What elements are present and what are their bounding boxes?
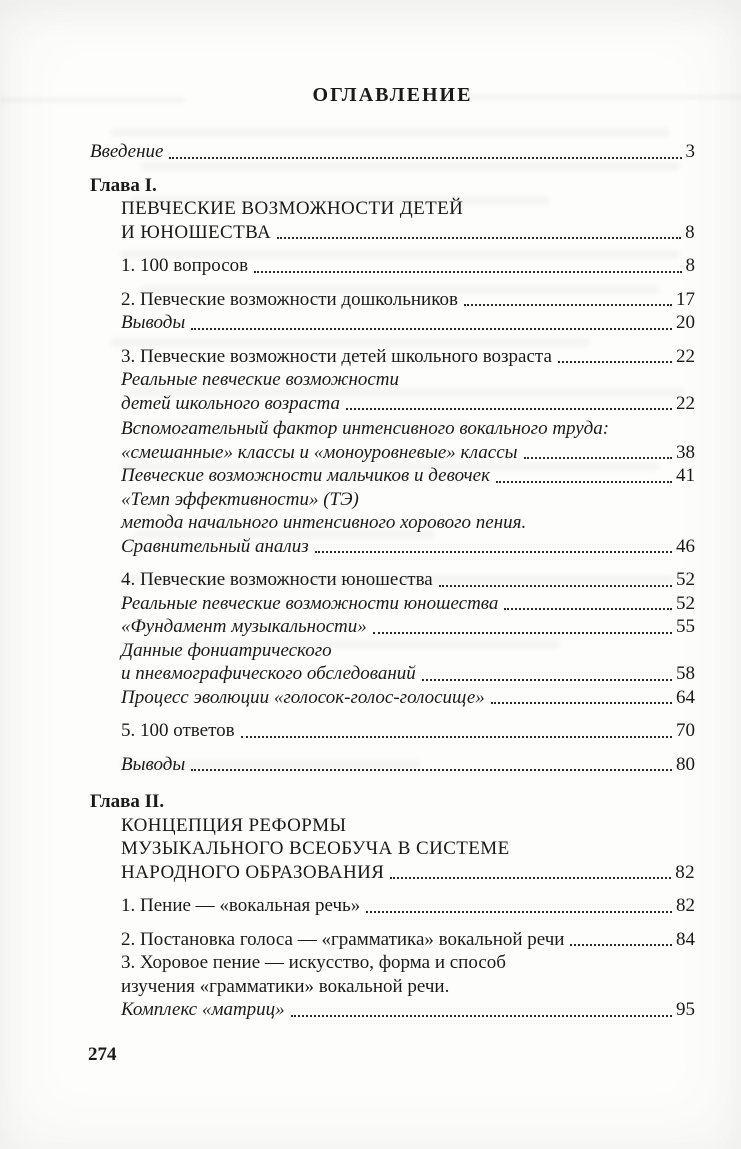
toc-entry-label: НАРОДНОГО ОБРАЗОВАНИЯ	[121, 861, 385, 883]
toc-title: ОГЛАВЛЕНИЕ	[312, 84, 473, 106]
toc-page-number: 22	[676, 345, 695, 367]
toc-page-number: 82	[675, 861, 695, 883]
toc-dot-leader	[315, 551, 672, 553]
toc-entry-label: 1. Пение — «вокальная речь»	[121, 895, 361, 916]
toc-dot-leader	[439, 585, 672, 587]
toc-entry-label: Введение	[90, 141, 164, 162]
toc-entry-label: изучения «грамматики» вокальной речи.	[121, 975, 450, 997]
toc-dot-leader	[373, 632, 672, 634]
toc-page-number: 17	[676, 288, 695, 310]
toc-dot-leader	[191, 769, 672, 771]
toc-entry-label: 5. 100 ответов	[121, 720, 235, 741]
toc-entry-label: КОНЦЕПЦИЯ РЕФОРМЫ	[121, 814, 347, 836]
toc-entry-label: Выводы	[121, 312, 186, 333]
toc-page-number: 8	[685, 255, 695, 276]
toc-dot-leader	[277, 237, 681, 239]
toc-row	[90, 639, 695, 663]
toc-dot-leader	[346, 408, 672, 410]
toc-entry-label: 4. Певческие возможности юношества	[121, 569, 433, 590]
toc-dot-leader	[390, 877, 671, 879]
toc-row	[90, 615, 695, 639]
toc-row	[90, 392, 695, 416]
toc-row	[90, 861, 695, 885]
toc-entry-label: Процесс эволюции «голосок-голос-голосище»	[121, 686, 485, 708]
toc-entry-label: «смешанные» классы и «моноуровневые» классы	[121, 441, 518, 463]
toc-page-number: 8	[685, 221, 695, 243]
toc-page-number: 70	[676, 720, 695, 741]
toc-page-number: 20	[676, 312, 695, 333]
toc-entry-label: Вспомогательный фактор интенсивного вокального труда:	[121, 418, 610, 439]
toc-row	[90, 790, 695, 814]
toc-page-number: 55	[676, 616, 695, 637]
toc-entry-label: 2. Певческие возможности дошкольников	[121, 288, 458, 310]
toc-dot-leader	[464, 304, 672, 306]
toc-entry-label: 3. Хоровое пение — искусство, форма и способ	[121, 952, 506, 973]
toc-row	[90, 592, 695, 616]
toc-entry-label: МУЗЫКАЛЬНОГО ВСЕОБУЧА В СИСТЕМЕ	[121, 838, 510, 859]
toc-row	[90, 951, 695, 975]
toc-row	[90, 568, 695, 592]
toc-row	[90, 464, 695, 488]
toc-dot-leader	[191, 328, 672, 330]
toc-dot-leader	[422, 679, 672, 681]
toc-row	[90, 894, 695, 918]
toc-row	[90, 719, 695, 743]
toc-page-number: 82	[676, 895, 695, 916]
toc-dot-leader	[504, 608, 672, 610]
toc-entry-label: Сравнительный анализ	[121, 535, 309, 557]
toc-entry-label: «Фундамент музыкальности»	[121, 616, 367, 637]
toc-dot-leader	[496, 481, 672, 483]
toc-entry-label: Глава I.	[90, 174, 157, 196]
toc-row	[90, 254, 695, 278]
toc-row	[90, 814, 695, 838]
toc-dot-leader	[524, 457, 672, 459]
toc-page-number: 52	[676, 592, 695, 614]
toc-page-number: 3	[685, 141, 695, 162]
toc-row	[90, 174, 695, 198]
toc-dot-leader	[570, 944, 672, 946]
toc-row	[90, 221, 695, 245]
toc-row	[90, 368, 695, 392]
toc-entry-label: Певческие возможности мальчиков и девочек	[121, 465, 490, 486]
toc-entry-label: Глава II.	[90, 791, 165, 812]
toc-entry-label: и пневмографического обследований	[121, 663, 416, 684]
toc-row	[90, 140, 695, 164]
toc-entry-label: метода начального интенсивного хорового пения.	[121, 512, 527, 533]
toc-entry-label: 1. 100 вопросов	[121, 255, 249, 276]
toc-entry-label: Реальные певческие возможности	[121, 369, 400, 390]
toc-entry-label: 3. Певческие возможности детей школьного возраста	[121, 345, 552, 367]
toc-dot-leader	[291, 1015, 672, 1017]
toc-row	[90, 311, 695, 335]
toc-page-number: 46	[676, 535, 695, 557]
toc-entry-label: Выводы	[121, 753, 186, 775]
toc-entry-label: Данные фониатрического	[121, 639, 332, 661]
toc-row	[90, 535, 695, 559]
toc-entry-label: Комплекс «матриц»	[121, 999, 285, 1020]
toc-entry-label: И ЮНОШЕСТВА	[121, 221, 272, 243]
toc-dot-leader	[241, 736, 672, 738]
toc-entry-label: детей школьного возраста	[121, 392, 341, 414]
toc-row	[90, 345, 695, 369]
toc-page-number: 38	[676, 441, 695, 463]
toc-row	[90, 417, 695, 441]
toc-page-number: 84	[676, 928, 695, 950]
toc-page-number: 64	[676, 686, 695, 708]
toc-dot-leader	[558, 361, 672, 363]
toc-page-number: 22	[676, 392, 695, 414]
toc-row	[90, 928, 695, 952]
toc-row	[90, 975, 695, 999]
toc-row	[90, 441, 695, 465]
toc-row	[90, 662, 695, 686]
toc-row	[90, 837, 695, 861]
toc-page-number: 41	[676, 465, 695, 486]
toc-row	[90, 998, 695, 1022]
toc-row	[90, 288, 695, 312]
toc-list	[90, 140, 695, 1022]
toc-dot-leader	[366, 911, 672, 913]
folio-page-number: 274	[88, 1044, 117, 1065]
toc-page-number: 52	[676, 569, 695, 590]
toc-entry-label: ПЕВЧЕСКИЕ ВОЗМОЖНОСТИ ДЕТЕЙ	[121, 198, 464, 219]
toc-dot-leader	[169, 157, 681, 159]
toc-page-number: 58	[676, 663, 695, 684]
toc-row	[90, 511, 695, 535]
toc-row	[90, 197, 695, 221]
toc-row	[90, 686, 695, 710]
toc-row	[90, 753, 695, 777]
toc-dot-leader	[491, 702, 672, 704]
toc-page-number: 80	[676, 753, 695, 775]
toc-entry-label: Реальные певческие возможности юношества	[121, 592, 499, 614]
toc-entry-label: «Темп эффективности» (ТЭ)	[121, 488, 359, 510]
toc-dot-leader	[254, 271, 681, 273]
toc-row	[90, 488, 695, 512]
toc-entry-label: 2. Постановка голоса — «грамматика» вокальной речи	[121, 928, 565, 950]
toc-page-number: 95	[676, 999, 695, 1020]
